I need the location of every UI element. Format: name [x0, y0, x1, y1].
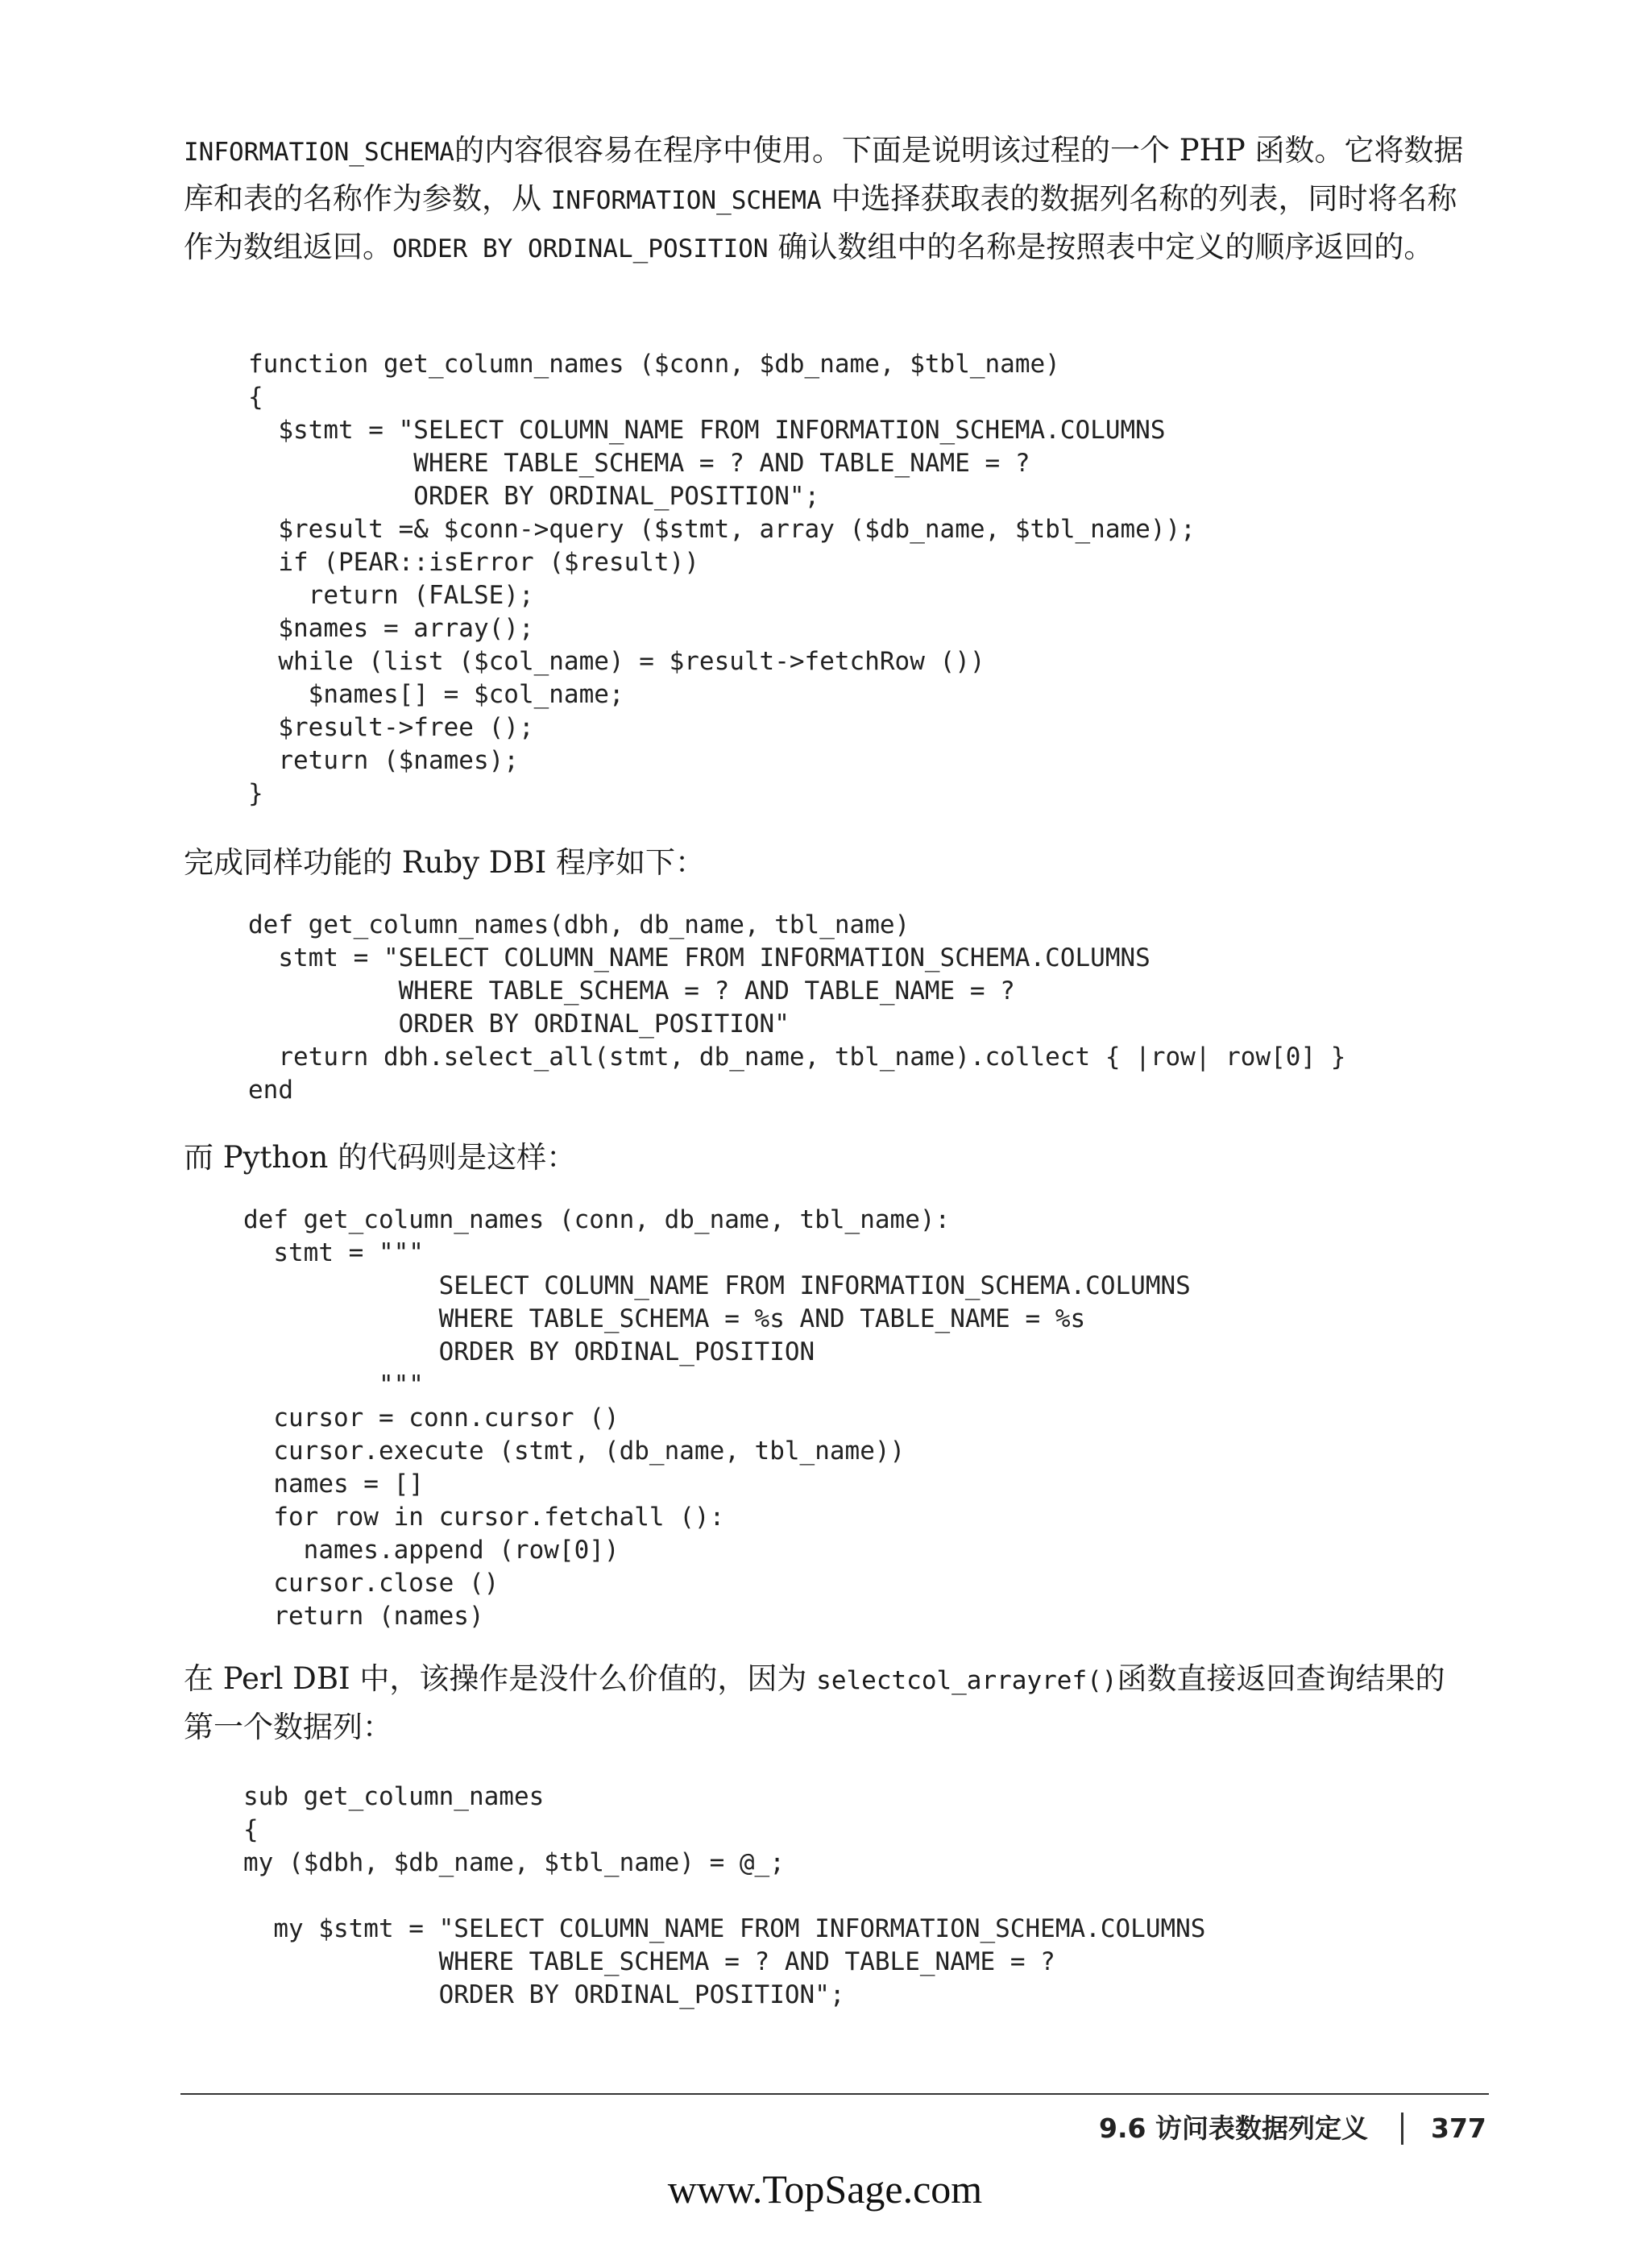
- code-line: def get_column_names(dbh, db_name, tbl_name): [248, 910, 910, 939]
- ruby-code-block: [248, 909, 1345, 1107]
- code-line: return dbh.select_all(stmt, db_name, tbl_name).collect { |row| row[0] }: [248, 1043, 1346, 1072]
- code-line: return (FALSE);: [248, 581, 534, 610]
- footer-separator: [1401, 2113, 1403, 2145]
- code-line: ORDER BY ORDINAL_POSITION";: [243, 1980, 845, 2009]
- code-line: cursor.execute (stmt, (db_name, tbl_name)): [243, 1437, 906, 1466]
- code-line: WHERE TABLE_SCHEMA = ? AND TABLE_NAME = ?: [243, 1947, 1055, 1976]
- intro-text: 中选择获取表的数据列名称的列表，同时将名称作为数组返回。: [184, 181, 1457, 264]
- inline-code: INFORMATION_SCHEMA: [184, 138, 454, 167]
- perl-code-block: [243, 1781, 1205, 2012]
- code-line: return (names): [243, 1602, 484, 1631]
- code-line: WHERE TABLE_SCHEMA = ? AND TABLE_NAME = ?: [248, 976, 1015, 1005]
- code-line: def get_column_names (conn, db_name, tbl_name):: [243, 1205, 951, 1234]
- code-line: {: [248, 383, 263, 412]
- code-line: ORDER BY ORDINAL_POSITION: [243, 1337, 815, 1366]
- intro-text: 确认数组中的名称是按照表中定义的顺序返回的。: [768, 230, 1434, 264]
- perl-intro: [184, 1656, 1473, 1750]
- code-line: $names[] = $col_name;: [248, 680, 624, 709]
- code-line: names.append (row[0]): [243, 1536, 620, 1565]
- code-line: function get_column_names ($conn, $db_name, $tbl_name): [248, 350, 1060, 379]
- inline-code: INFORMATION_SCHEMA: [550, 186, 822, 215]
- php-code-block: [248, 348, 1196, 811]
- page-number: 377: [1431, 2113, 1486, 2144]
- intro-paragraph: [184, 127, 1473, 272]
- code-line: cursor.close (): [243, 1569, 500, 1598]
- code-line: return ($names);: [248, 746, 519, 775]
- python-code-block: [243, 1204, 1191, 1633]
- code-line: ORDER BY ORDINAL_POSITION";: [248, 482, 820, 511]
- code-line: for row in cursor.fetchall ():: [243, 1503, 725, 1532]
- code-line: [243, 1880, 1205, 1913]
- code-line: end: [248, 1076, 293, 1105]
- code-line: $stmt = "SELECT COLUMN_NAME FROM INFORMATION_SCHEMA.COLUMNS: [248, 416, 1166, 445]
- ruby-intro: 完成同样功能的 Ruby DBI 程序如下：: [184, 845, 706, 880]
- code-line: while (list ($col_name) = $result->fetchRow ()): [248, 647, 985, 676]
- code-line: stmt = """: [243, 1238, 424, 1267]
- code-line: }: [248, 779, 263, 808]
- inline-code: ORDER BY ORDINAL_POSITION: [392, 234, 769, 263]
- code-line: WHERE TABLE_SCHEMA = %s AND TABLE_NAME = %s: [243, 1304, 1086, 1333]
- code-line: {: [243, 1815, 259, 1844]
- code-line: $names = array();: [248, 614, 534, 643]
- code-line: cursor = conn.cursor (): [243, 1404, 620, 1433]
- footer-section-title: 9.6 访问表数据列定义: [1099, 2113, 1368, 2144]
- intro-text: 的内容很容易在程序中使用。下面是说明该过程的一个 PHP 函数。它将数据库和表的名称作为参数，从: [184, 133, 1464, 216]
- code-line: $result =& $conn->query ($stmt, array ($db_name, $tbl_name));: [248, 515, 1196, 544]
- code-line: WHERE TABLE_SCHEMA = ? AND TABLE_NAME = ?: [248, 449, 1030, 478]
- perl-intro-text: 函数直接返回查询结果的第一个数据列：: [184, 1661, 1445, 1744]
- code-line: names = []: [243, 1470, 424, 1499]
- code-line: """: [243, 1370, 424, 1399]
- python-intro: 而 Python 的代码则是这样：: [184, 1140, 577, 1175]
- watermark-url: www.TopSage.com: [667, 2166, 983, 2212]
- footer-rule: [180, 2093, 1489, 2095]
- code-line: ORDER BY ORDINAL_POSITION": [248, 1010, 790, 1039]
- code-line: stmt = "SELECT COLUMN_NAME FROM INFORMATION_SCHEMA.COLUMNS: [248, 943, 1150, 972]
- perl-intro-text: 在 Perl DBI 中，该操作是没什么价值的，因为: [184, 1661, 817, 1696]
- code-line: if (PEAR::isError ($result)): [248, 548, 699, 577]
- code-line: $result->free ();: [248, 713, 534, 742]
- code-line: my $stmt = "SELECT COLUMN_NAME FROM INFORMATION_SCHEMA.COLUMNS: [243, 1914, 1206, 1943]
- code-line: SELECT COLUMN_NAME FROM INFORMATION_SCHEMA.COLUMNS: [243, 1271, 1191, 1300]
- code-line: my ($dbh, $db_name, $tbl_name) = @_;: [243, 1848, 785, 1877]
- inline-code: selectcol_arrayref(): [816, 1666, 1117, 1695]
- code-line: sub get_column_names: [243, 1782, 545, 1811]
